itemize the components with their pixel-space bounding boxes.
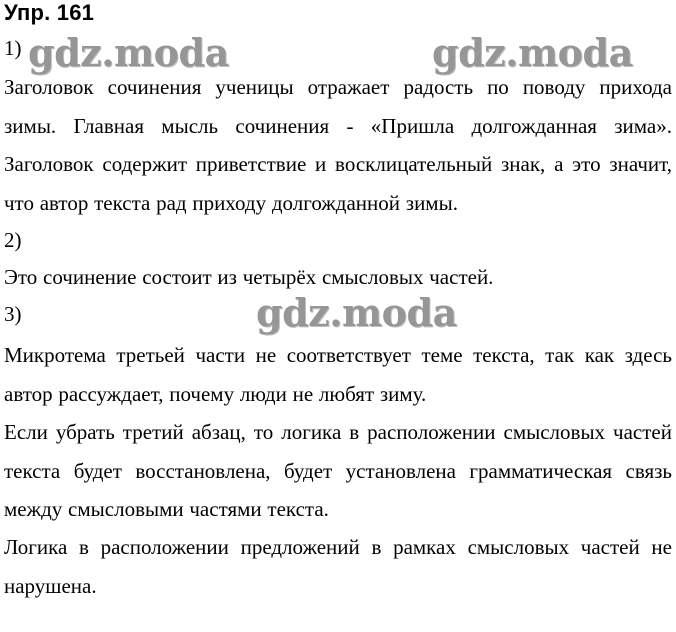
section-paragraph: Логика в расположении предложений в рамках смысловых частей не нарушена. — [4, 535, 672, 598]
exercise-title: Упр. 161 — [4, 0, 95, 25]
watermark-logo: gdz.moda — [432, 30, 633, 75]
section-paragraph: Если убрать третий абзац, то логика в расположении смысловых частей текста будет восстановлена, будет установлена грамматическая связь между смысловыми частями текста. — [4, 420, 672, 521]
section-number: 3) — [4, 302, 22, 326]
watermark-logo: gdz.moda — [28, 30, 229, 75]
watermark-logo: gdz.moda — [256, 290, 457, 335]
section-paragraph: Это сочинение состоит из четырёх смысловых частей. — [4, 265, 494, 289]
section-paragraph: Заголовок сочинения ученицы отражает радость по поводу прихода зимы. Главная мысль сочинения - «Пришла долгожданная зима». Заголовок содержит приветствие и восклицательный знак, а это значит, что автор текста рад приходу долгожданной зимы. — [4, 75, 672, 215]
section-paragraph: Микротема третьей части не соответствует теме текста, так как здесь автор рассуждает, почему люди не любят зиму. — [4, 343, 672, 406]
section-number: 1) — [4, 36, 22, 60]
section-number: 2) — [4, 228, 22, 252]
